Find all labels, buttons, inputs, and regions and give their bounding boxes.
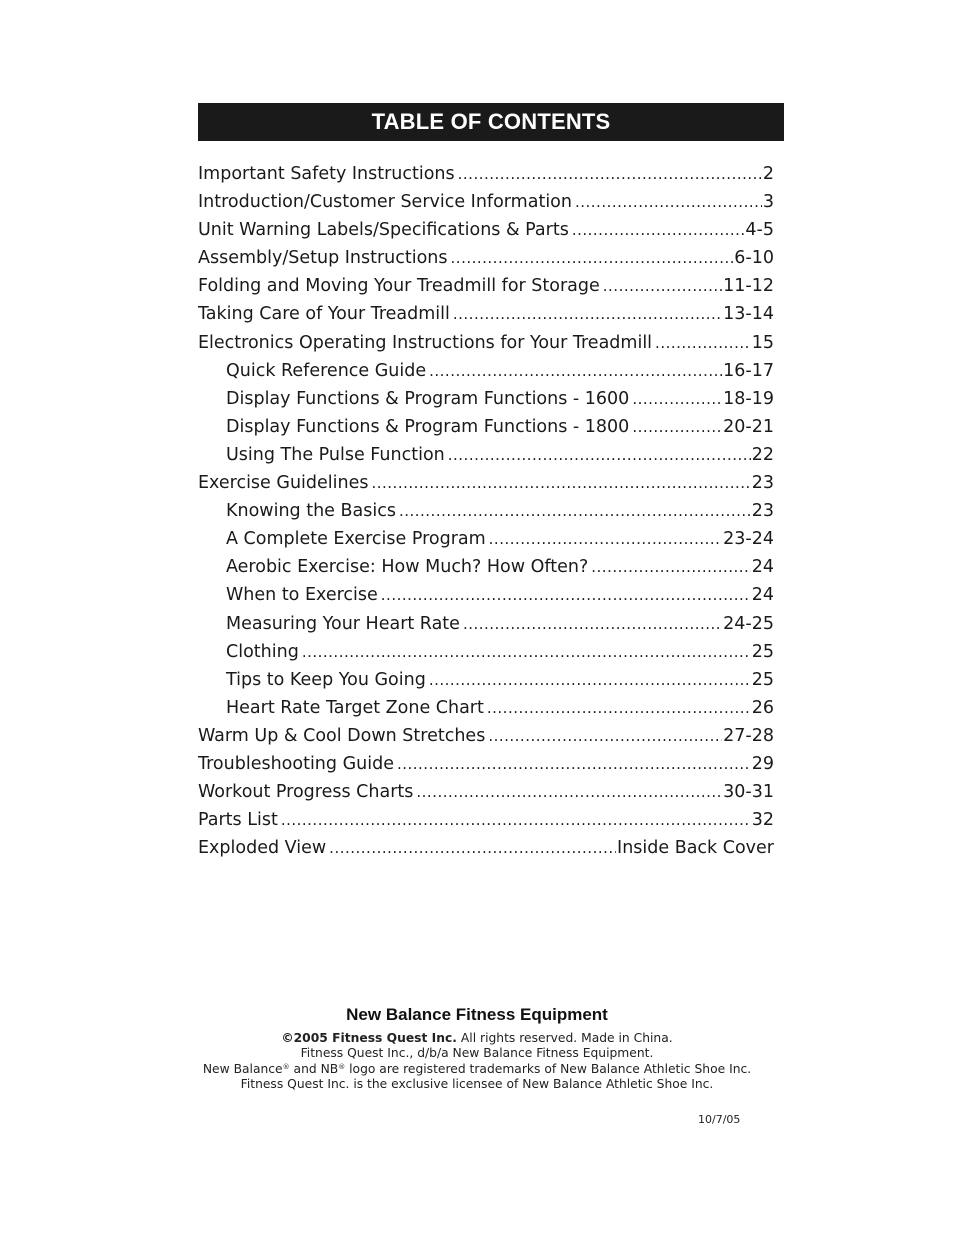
- dot-leader: [281, 806, 751, 834]
- toc-entry-page: 26: [751, 697, 774, 718]
- dot-leader: [397, 750, 751, 778]
- dot-leader: [632, 385, 722, 413]
- toc-entry: [198, 553, 774, 581]
- toc-entry-title: Troubleshooting Guide: [198, 753, 394, 774]
- toc-entry-title: Measuring Your Heart Rate: [226, 613, 460, 634]
- toc-entry: [198, 216, 774, 244]
- toc-entry-page: 3: [762, 192, 774, 213]
- toc-entry: [198, 694, 774, 722]
- page-title: TABLE OF CONTENTS: [198, 103, 784, 141]
- toc-entry: [198, 357, 774, 385]
- toc-entry-page: 23: [751, 501, 774, 522]
- dot-leader: [463, 610, 722, 638]
- toc-entry-page: 16-17: [723, 360, 774, 381]
- toc-entry-title: Warm Up & Cool Down Stretches: [198, 725, 486, 746]
- toc-entry-page: 25: [751, 641, 774, 662]
- copyright-holder: ©2005 Fitness Quest Inc.: [281, 1031, 457, 1045]
- toc-entry-title: Quick Reference Guide: [226, 360, 427, 381]
- trademark-part-1: New Balance: [202, 1062, 283, 1076]
- toc-entry: [198, 244, 774, 272]
- toc-entry-title: Heart Rate Target Zone Chart: [226, 697, 484, 718]
- dot-leader: [371, 469, 750, 497]
- toc-entry-page: 2: [762, 164, 774, 184]
- toc-entry-page: Inside Back Cover: [617, 838, 774, 859]
- toc-entry: [198, 666, 774, 694]
- dot-leader: [488, 722, 722, 750]
- toc-entry-title: Display Functions & Program Functions - 1600: [226, 388, 630, 409]
- revision-date: 10/7/05: [698, 1113, 741, 1126]
- dot-leader: [302, 638, 751, 666]
- trademark-line: [0, 1062, 954, 1078]
- toc-entry-page: 23: [751, 473, 774, 494]
- dot-leader: [429, 666, 751, 694]
- toc-entry-page: 18-19: [723, 388, 774, 409]
- toc-entry-title: Electronics Operating Instructions for Your Treadmill: [198, 332, 653, 353]
- toc-entry-page: 25: [751, 669, 774, 690]
- toc-entry-title: Unit Warning Labels/Specifications & Parts: [198, 220, 569, 241]
- registered-mark: ®: [282, 1063, 290, 1071]
- dot-leader: [416, 778, 722, 806]
- toc-entry: [198, 806, 774, 834]
- toc-entry-page: 24: [751, 585, 774, 606]
- toc-entry-title: A Complete Exercise Program: [226, 529, 486, 550]
- toc-entry-title: Using The Pulse Function: [226, 444, 445, 465]
- toc-entry-title: Knowing the Basics: [226, 501, 396, 522]
- toc-entry: [198, 188, 774, 216]
- toc-entry: [198, 750, 774, 778]
- dot-leader: [572, 216, 745, 244]
- toc-entry-title: Important Safety Instructions: [198, 164, 455, 184]
- dot-leader: [448, 441, 751, 469]
- toc-entry-page: 15: [751, 332, 774, 353]
- toc-entry-page: 30-31: [723, 782, 774, 803]
- toc-entry-page: 24-25: [723, 613, 774, 634]
- dot-leader: [453, 300, 722, 328]
- dot-leader: [329, 834, 616, 862]
- toc-entry-title: Exercise Guidelines: [198, 473, 369, 494]
- toc-entry: [198, 160, 774, 188]
- toc-entry-page: 32: [751, 810, 774, 831]
- toc-entry-title: Parts List: [198, 810, 278, 831]
- toc-entry-title: Clothing: [226, 641, 299, 662]
- dot-leader: [655, 329, 751, 357]
- toc-entry-page: 20-21: [723, 416, 774, 437]
- toc-entry-title: Assembly/Setup Instructions: [198, 248, 448, 269]
- toc-entry-page: 13-14: [723, 304, 774, 325]
- toc-entry-page: 27-28: [723, 725, 774, 746]
- toc-entry: [198, 638, 774, 666]
- dot-leader: [451, 244, 734, 272]
- toc-entry-page: 6-10: [734, 248, 774, 269]
- registered-mark: ®: [338, 1063, 346, 1071]
- toc-entry-title: Display Functions & Program Functions - 1800: [226, 416, 630, 437]
- toc-entry-title: Exploded View: [198, 838, 327, 859]
- toc-entry-page: 11-12: [723, 276, 774, 297]
- toc-entry-page: 22: [751, 444, 774, 465]
- toc-entry-title: Folding and Moving Your Treadmill for Storage: [198, 276, 600, 297]
- toc-entry-title: Taking Care of Your Treadmill: [198, 304, 450, 325]
- brand-name: New Balance Fitness Equipment: [346, 1005, 608, 1024]
- toc-entry: [198, 778, 774, 806]
- trademark-part-3: logo are registered trademarks of New Balance Athletic Shoe Inc.: [345, 1062, 752, 1076]
- toc-entry-title: Tips to Keep You Going: [226, 669, 426, 690]
- dot-leader: [487, 694, 751, 722]
- dot-leader: [632, 413, 722, 441]
- table-of-contents: [198, 160, 774, 862]
- toc-entry-title: Workout Progress Charts: [198, 782, 414, 803]
- toc-entry-title: Aerobic Exercise: How Much? How Often?: [226, 557, 589, 578]
- toc-entry: [198, 722, 774, 750]
- dot-leader: [575, 188, 762, 216]
- trademark-part-2: and NB: [289, 1062, 339, 1076]
- toc-entry: [198, 610, 774, 638]
- copyright-rest: All rights reserved. Made in China.: [456, 1031, 673, 1045]
- toc-entry: [198, 525, 774, 553]
- toc-entry: [198, 469, 774, 497]
- toc-entry: [198, 272, 774, 300]
- toc-entry: [198, 497, 774, 525]
- dot-leader: [399, 497, 751, 525]
- dot-leader: [381, 581, 751, 609]
- toc-entry: [198, 413, 774, 441]
- toc-entry-page: 29: [751, 753, 774, 774]
- toc-entry-page: 4-5: [745, 220, 774, 241]
- toc-entry: [198, 329, 774, 357]
- dot-leader: [489, 525, 722, 553]
- toc-entry: [198, 385, 774, 413]
- dot-leader: [429, 357, 722, 385]
- toc-entry-title: Introduction/Customer Service Information: [198, 192, 572, 213]
- toc-entry-title: When to Exercise: [226, 585, 378, 606]
- dot-leader: [591, 553, 750, 581]
- toc-entry: [198, 441, 774, 469]
- toc-entry: [198, 834, 774, 862]
- dba-line: Fitness Quest Inc., d/b/a New Balance Fitness Equipment.: [300, 1046, 654, 1060]
- copyright-line: [0, 1031, 954, 1047]
- toc-entry: [198, 581, 774, 609]
- licensee-line: Fitness Quest Inc. is the exclusive licensee of New Balance Athletic Shoe Inc.: [240, 1077, 714, 1091]
- dot-leader: [458, 160, 762, 188]
- toc-entry-page: 23-24: [723, 529, 774, 550]
- toc-entry: [198, 300, 774, 328]
- toc-entry-page: 24: [751, 557, 774, 578]
- dot-leader: [603, 272, 722, 300]
